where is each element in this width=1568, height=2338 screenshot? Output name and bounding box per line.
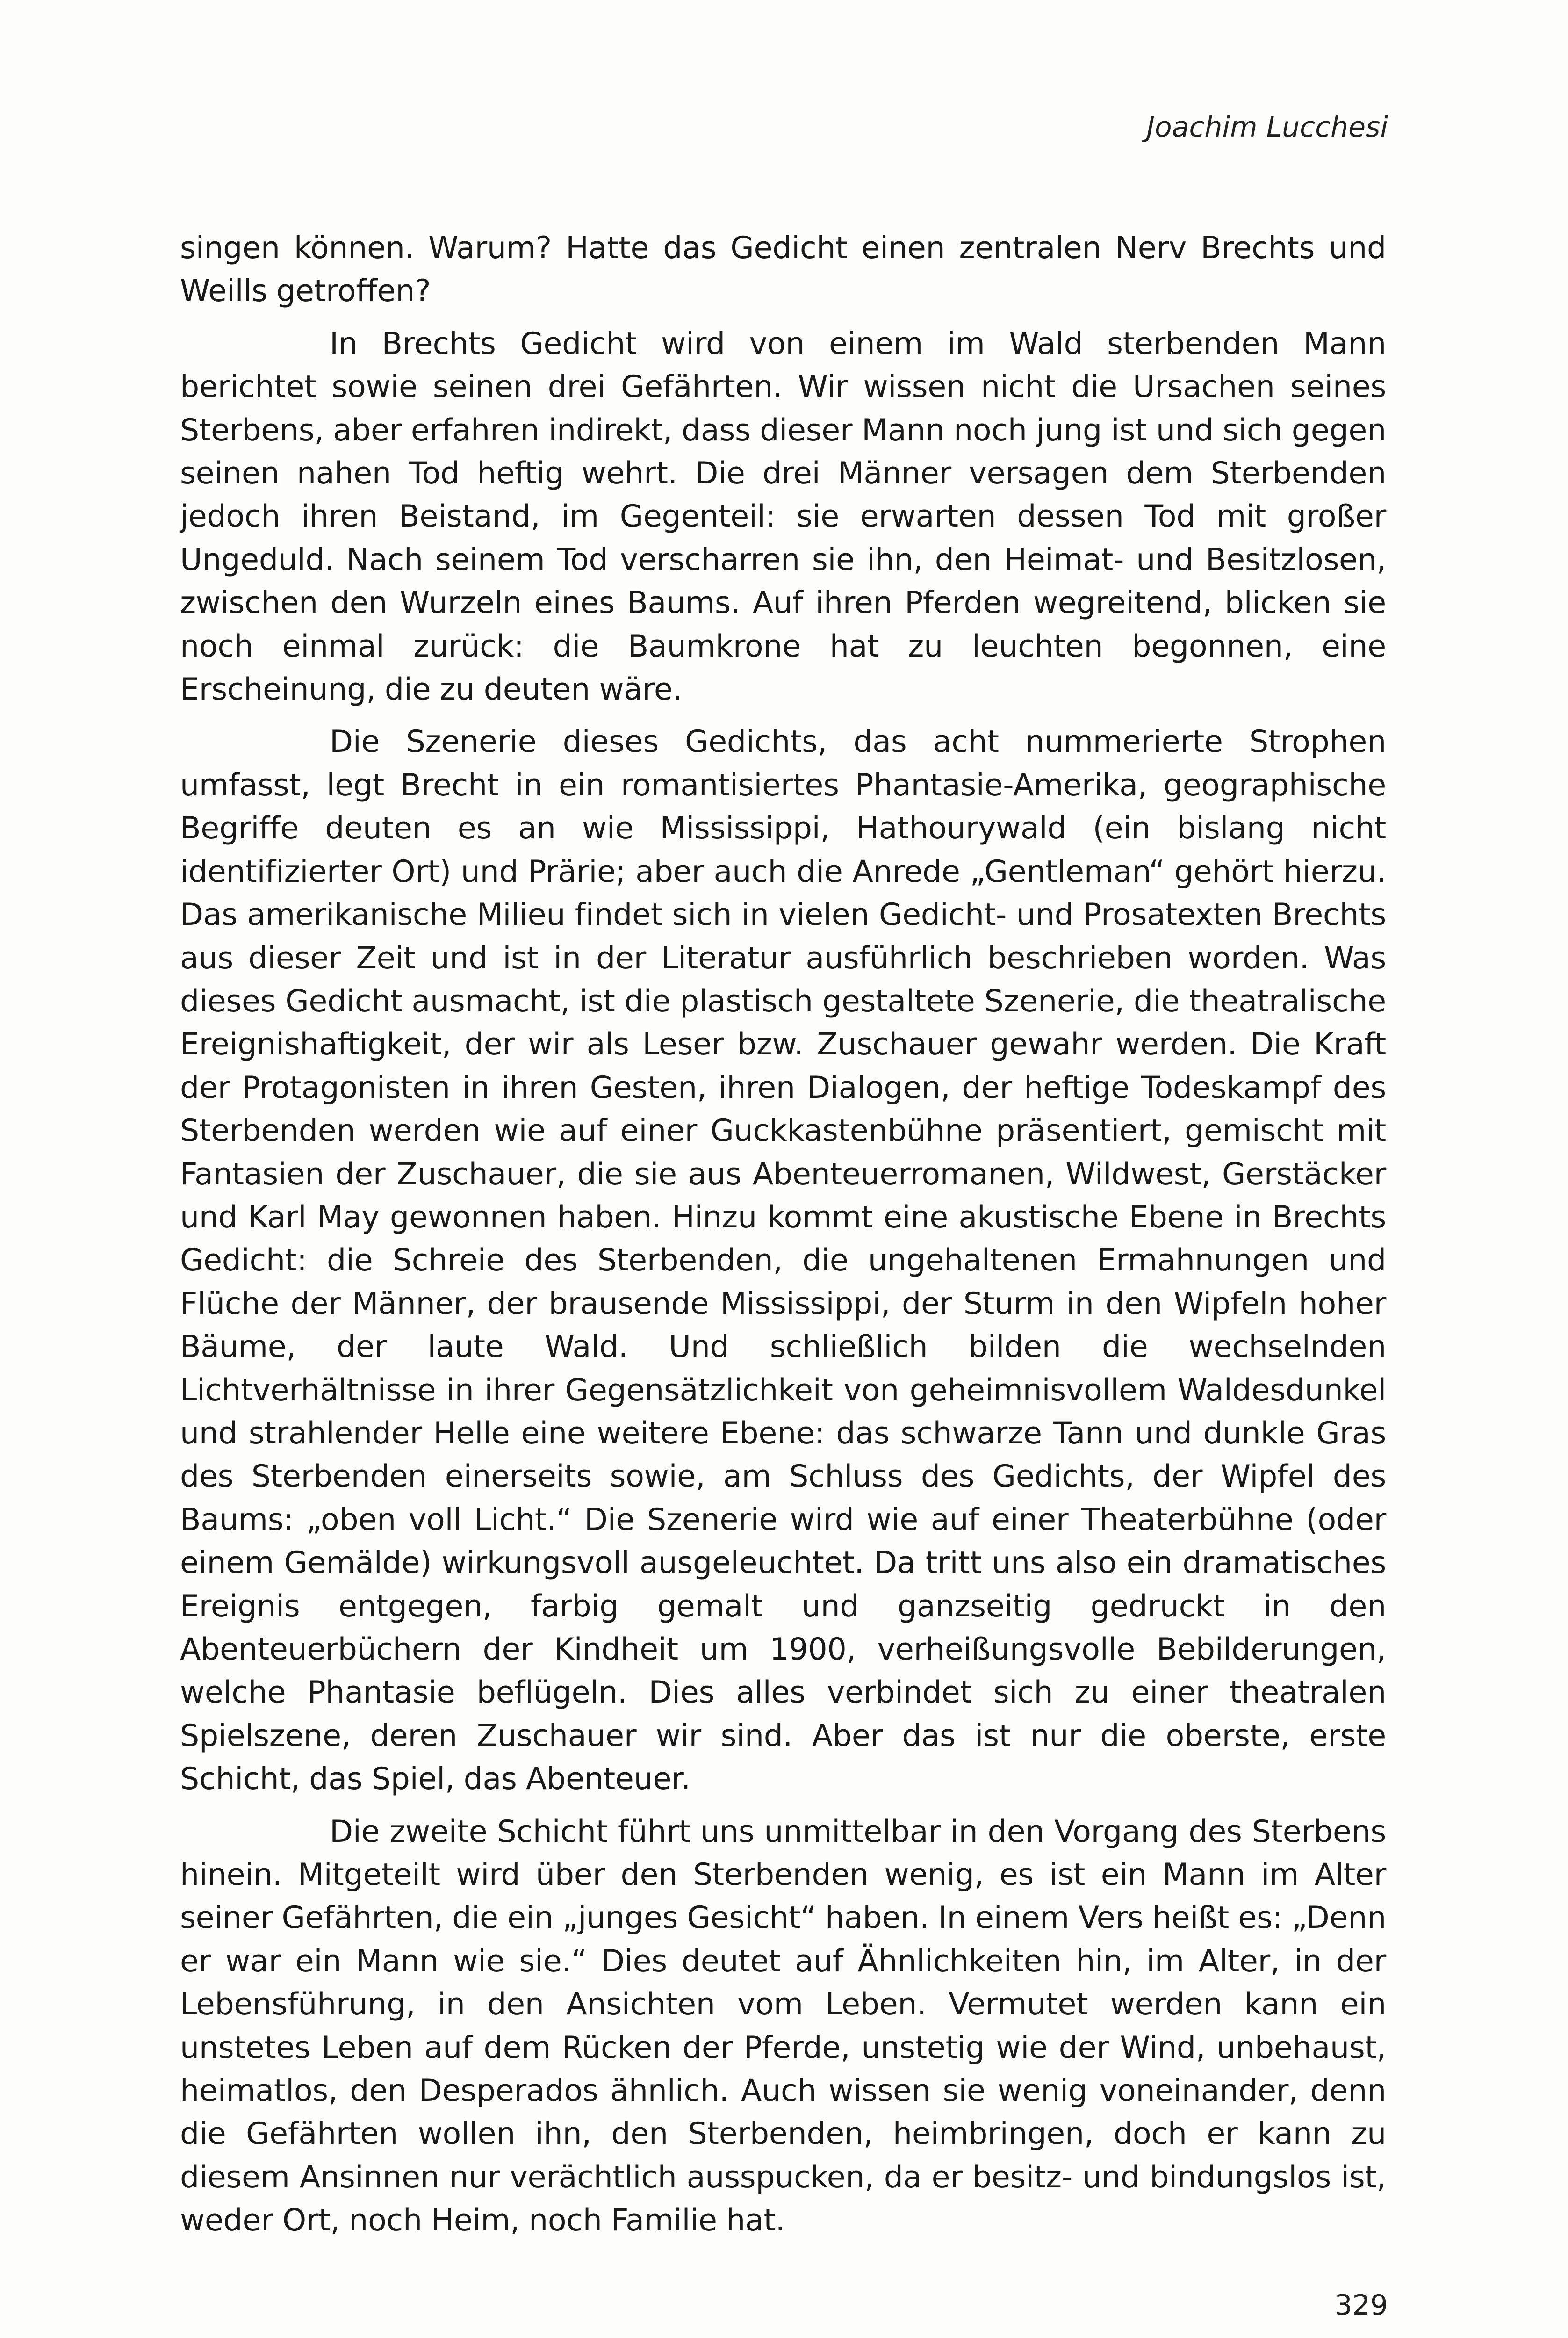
running-head-author: Joachim Lucchesi: [1146, 111, 1388, 144]
paragraph-zweite-schicht: Die zweite Schicht führt uns unmittelbar in den Vorgang des Sterbens hinein. Mitgeteilt wird über den Sterbenden wenig, es ist ein Mann im Alter seiner Gefährten, die ein „junges Gesicht“ haben. In einem Vers heißt es: „Denn er war ein Mann wie sie.“ Dies deutet auf Ähnlichkeiten hin, im Alter, in der Lebensführung, in den Ansichten vom Leben. Vermutet werden kann ein unstetes Leben auf dem Rücken der Pferde, unstetig wie der Wind, unbehaust, heimatlos, den Desperados ähnlich. Auch wissen sie wenig voneinander, denn die Gefährten wollen ihn, den Sterbenden, heimbringen, doch er kann zu diesem Ansinnen nur verächtlich ausspucken, da er besitz- und bindungslos ist, weder Ort, noch Heim, noch Familie hat.: [180, 1814, 1386, 2238]
page-number: 329: [1334, 2289, 1388, 2322]
paragraph-continuation: singen können. Warum? Hatte das Gedicht einen zentralen Nerv Brechts und Weills getroffen?: [180, 231, 1386, 309]
body-text: [180, 227, 1386, 2243]
paragraph-gedicht-summary: In Brechts Gedicht wird von einem im Wald sterbenden Mann berichtet sowie seinen drei Gefährten. Wir wissen nicht die Ursachen seines Sterbens, aber erfahren indirekt, dass dieser Mann noch jung ist und sich gegen seinen nahen Tod heftig wehrt. Die drei Männer versagen dem Sterbenden jedoch ihren Beistand, im Gegenteil: sie erwarten dessen Tod mit großer Ungeduld. Nach seinem Tod verscharren sie ihn, den Heimat- und Besitzlosen, zwischen den Wurzeln eines Baums. Auf ihren Pferden wegreitend, blicken sie noch einmal zurück: die Baumkrone hat zu leuchten begonnen, eine Erscheinung, die zu deuten wäre.: [180, 326, 1386, 707]
paragraph-szenerie: Die Szenerie dieses Gedichts, das acht nummerierte Strophen umfasst, legt Brecht in ein romantisiertes Phantasie-Amerika, geographische Begriffe deuten es an wie Mississippi, Hathourywald (ein bislang nicht identifizierter Ort) und Prärie; aber auch die Anrede „Gentleman“ gehört hierzu. Das amerikanische Milieu findet sich in vielen Gedicht- und Prosatexten Brechts aus dieser Zeit und ist in der Literatur ausführlich beschrieben worden. Was dieses Gedicht ausmacht, ist die plastisch gestaltete Szenerie, die theatralische Ereignishaftigkeit, der wir als Leser bzw. Zuschauer gewahr werden. Die Kraft der Protagonisten in ihren Gesten, ihren Dialogen, der heftige Todeskampf des Sterbenden werden wie auf einer Guckkastenbühne präsentiert, gemischt mit Fantasien der Zuschauer, die sie aus Abenteuerromanen, Wildwest, Gerstäcker und Karl May gewonnen haben. Hinzu kommt eine akustische Ebene in Brechts Gedicht: die Schreie des Sterbenden, die ungehaltenen Ermahnungen und Flüche der Männer, der brausende Mississippi, der Sturm in den Wipfeln hoher Bäume, der laute Wald. Und schließlich bilden die wechselnden Lichtverhältnisse in ihrer Gegensätzlichkeit von geheimnisvollem Waldesdunkel und strahlender Helle eine weitere Ebene: das schwarze Tann und dunkle Gras des Sterbenden einerseits sowie, am Schluss des Gedichts, der Wipfel des Baums: „oben voll Licht.“ Die Szenerie wird wie auf einer Theaterbühne (oder einem Gemälde) wirkungsvoll ausgeleuchtet. Da tritt uns also ein dramatisches Ereignis entgegen, farbig gemalt und ganzseitig gedruckt in den Abenteuerbüchern der Kindheit um 1900, verheißungsvolle Bebilderungen, welche Phantasie beflügeln. Dies alles verbindet sich zu einer theatralen Spielszene, deren Zuschauer wir sind. Aber das ist nur die oberste, erste Schicht, das Spiel, das Abenteuer.: [180, 724, 1386, 1797]
